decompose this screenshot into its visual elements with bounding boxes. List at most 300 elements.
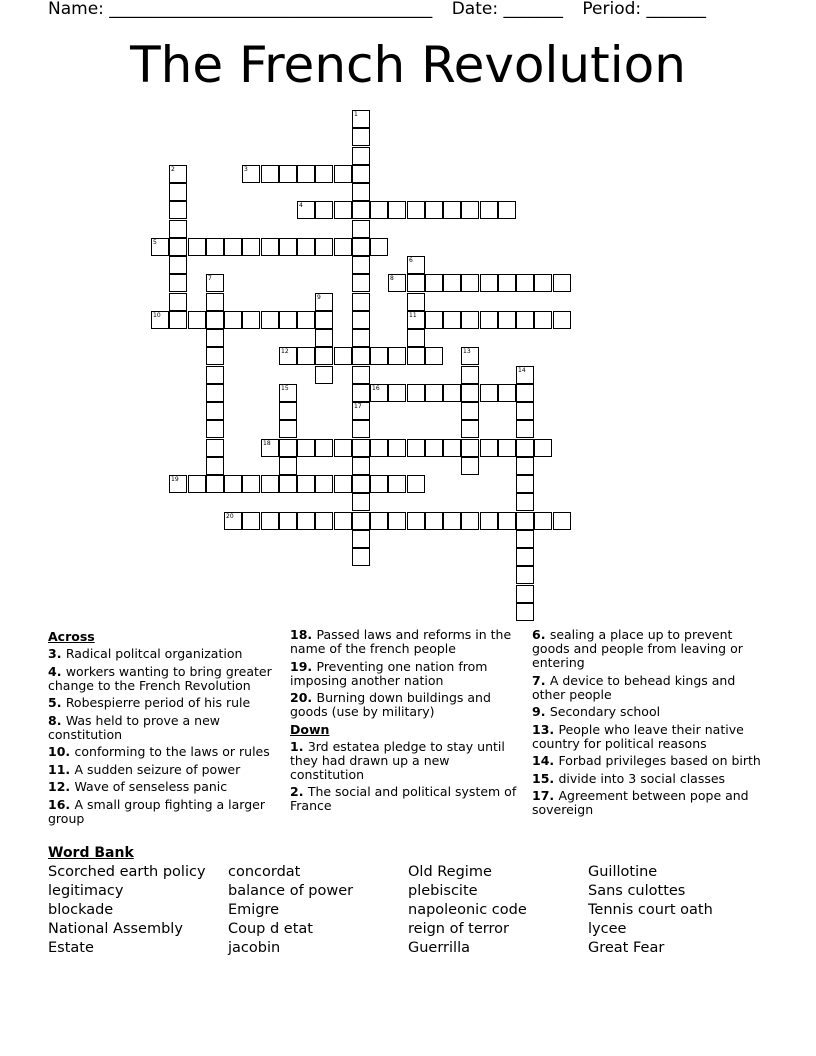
crossword-cell[interactable]: [352, 493, 370, 511]
crossword-cell[interactable]: [297, 475, 315, 493]
clue-number: 14: [518, 367, 526, 374]
crossword-cell[interactable]: [242, 475, 260, 493]
crossword-cell[interactable]: [516, 384, 534, 402]
crossword-cell[interactable]: [461, 201, 479, 219]
crossword-cell[interactable]: [516, 311, 534, 329]
clue-number-label: 20.: [290, 690, 317, 705]
clue-number: 1: [354, 111, 358, 118]
crossword-cell[interactable]: [498, 201, 516, 219]
crossword-cell[interactable]: [151, 311, 169, 329]
crossword-cell[interactable]: [352, 256, 370, 274]
clue-text: sealing a place up to prevent goods and people from leaving or entering: [532, 627, 743, 670]
crossword-cell[interactable]: [315, 512, 333, 530]
crossword-cell[interactable]: [425, 201, 443, 219]
crossword-cell[interactable]: [315, 165, 333, 183]
crossword-cell[interactable]: [516, 566, 534, 584]
crossword-cell[interactable]: [352, 366, 370, 384]
crossword-cell[interactable]: [352, 530, 370, 548]
crossword-cell[interactable]: [206, 439, 224, 457]
word-bank-item: Guillotine: [588, 864, 658, 880]
crossword-cell[interactable]: [553, 512, 571, 530]
across-clue: [48, 714, 280, 742]
crossword-cell[interactable]: [352, 220, 370, 238]
crossword-cell[interactable]: [169, 293, 187, 311]
word-bank-item: National Assembly: [48, 921, 183, 937]
crossword-cell[interactable]: [334, 439, 352, 457]
page-title: The French Revolution: [130, 36, 686, 94]
crossword-cell[interactable]: [334, 347, 352, 365]
clue-number-label: 11.: [48, 761, 75, 777]
crossword-cell[interactable]: [425, 347, 443, 365]
clue-number-label: 16.: [48, 796, 75, 812]
crossword-cell[interactable]: [352, 548, 370, 566]
clue-text: divide into 3 social classes: [558, 770, 726, 786]
crossword-cell[interactable]: [407, 274, 425, 292]
crossword-cell[interactable]: [315, 293, 333, 311]
clue-number: 19: [171, 476, 179, 483]
word-bank-heading: Word Bank: [48, 845, 134, 861]
crossword-cell[interactable]: [498, 439, 516, 457]
crossword-cell[interactable]: [352, 420, 370, 438]
clue-number-label: 9.: [532, 704, 550, 719]
crossword-cell[interactable]: [242, 165, 260, 183]
crossword-cell[interactable]: [498, 384, 516, 402]
crossword-cell[interactable]: [516, 603, 534, 621]
crossword-cell[interactable]: [352, 311, 370, 329]
down-clue: [532, 772, 768, 786]
clue-number-label: 17.: [532, 788, 559, 803]
crossword-cell[interactable]: [261, 238, 279, 256]
word-bank-item: Guerrilla: [408, 940, 470, 956]
word-bank-item: napoleonic code: [408, 902, 527, 918]
crossword-cell[interactable]: [461, 402, 479, 420]
crossword-cell[interactable]: [279, 347, 297, 365]
crossword-cell[interactable]: [151, 238, 169, 256]
down-clue: [290, 785, 522, 813]
word-bank-item: Sans culottes: [588, 883, 686, 899]
crossword-cell[interactable]: [188, 475, 206, 493]
word-bank-item: blockade: [48, 902, 114, 918]
clue-text: A small group fighting a larger group: [48, 796, 265, 826]
crossword-cell[interactable]: [352, 165, 370, 183]
clue-text: Robespierre period of his rule: [65, 695, 251, 710]
crossword-cell[interactable]: [370, 238, 388, 256]
word-bank-item: Great Fear: [588, 940, 665, 956]
crossword-cell[interactable]: [480, 311, 498, 329]
clue-text: Forbad privileges based on birth: [558, 753, 761, 768]
crossword-cell[interactable]: [425, 512, 443, 530]
crossword-cell[interactable]: [480, 274, 498, 292]
crossword-cell[interactable]: [553, 311, 571, 329]
crossword-cell[interactable]: [388, 475, 406, 493]
crossword-cell[interactable]: [279, 439, 297, 457]
crossword-cell[interactable]: [461, 439, 479, 457]
crossword-cell[interactable]: [352, 274, 370, 292]
crossword-cell[interactable]: [279, 475, 297, 493]
crossword-cell[interactable]: [315, 366, 333, 384]
crossword-cell[interactable]: [334, 165, 352, 183]
word-bank-item: plebiscite: [408, 883, 478, 899]
crossword-cell[interactable]: [352, 439, 370, 457]
crossword-cell[interactable]: [169, 311, 187, 329]
crossword-cell[interactable]: [388, 512, 406, 530]
down-clue: [532, 674, 768, 702]
crossword-cell[interactable]: [169, 165, 187, 183]
crossword-cell[interactable]: [516, 457, 534, 475]
down-clue: [532, 628, 768, 670]
word-bank-item: Scorched earth policy: [48, 864, 206, 880]
clue-text: The social and political system of France: [290, 784, 517, 813]
crossword-cell[interactable]: [206, 475, 224, 493]
crossword-cell[interactable]: [169, 256, 187, 274]
crossword-cell[interactable]: [443, 439, 461, 457]
crossword-cell[interactable]: [516, 512, 534, 530]
crossword-cell[interactable]: [388, 347, 406, 365]
crossword-cell[interactable]: [425, 384, 443, 402]
crossword-cell[interactable]: [279, 311, 297, 329]
crossword-cell[interactable]: [407, 439, 425, 457]
crossword-cell[interactable]: [352, 384, 370, 402]
crossword-cell[interactable]: [370, 347, 388, 365]
crossword-cell[interactable]: [480, 384, 498, 402]
crossword-cell[interactable]: [388, 201, 406, 219]
crossword-cell[interactable]: [206, 402, 224, 420]
crossword-cell[interactable]: [516, 493, 534, 511]
crossword-cell[interactable]: [534, 439, 552, 457]
crossword-cell[interactable]: [352, 457, 370, 475]
crossword-cell[interactable]: [206, 293, 224, 311]
date-field-label[interactable]: Date: _______: [451, 0, 563, 19]
clue-text: People who leave their native country for political reasons: [532, 721, 744, 751]
crossword-cell[interactable]: [480, 201, 498, 219]
crossword-cell[interactable]: [315, 439, 333, 457]
crossword-cell[interactable]: [516, 420, 534, 438]
crossword-cell[interactable]: [206, 347, 224, 365]
word-bank-item: reign of terror: [408, 921, 509, 937]
crossword-cell[interactable]: [352, 238, 370, 256]
name-field-label[interactable]: Name: ______________________________________: [48, 0, 433, 19]
crossword-cell[interactable]: [461, 311, 479, 329]
clue-number: 3: [244, 166, 248, 173]
crossword-cell[interactable]: [206, 329, 224, 347]
across-clue: [48, 745, 280, 759]
crossword-cell[interactable]: [261, 311, 279, 329]
crossword-cell[interactable]: [534, 512, 552, 530]
across-clues-column-1: [48, 628, 280, 829]
crossword-cell[interactable]: [352, 183, 370, 201]
clue-number-label: 4.: [48, 663, 66, 679]
crossword-cell[interactable]: [188, 311, 206, 329]
across-clue: [290, 660, 522, 688]
crossword-cell[interactable]: [206, 366, 224, 384]
crossword-cell[interactable]: [480, 439, 498, 457]
across-clue: [290, 691, 522, 719]
crossword-cell[interactable]: [516, 402, 534, 420]
clue-text: Wave of senseless panic: [74, 779, 228, 794]
crossword-cell[interactable]: [261, 475, 279, 493]
crossword-cell[interactable]: [334, 201, 352, 219]
crossword-cell[interactable]: [169, 274, 187, 292]
across-clue: [48, 763, 280, 777]
clues-column-2: [290, 628, 522, 817]
crossword-cell[interactable]: [534, 274, 552, 292]
crossword-cell[interactable]: [516, 439, 534, 457]
clue-number: 16: [372, 385, 380, 392]
word-bank-item: Old Regime: [408, 864, 492, 880]
clue-number: 2: [171, 166, 175, 173]
crossword-cell[interactable]: [407, 256, 425, 274]
crossword-cell[interactable]: [498, 274, 516, 292]
crossword-cell[interactable]: [242, 512, 260, 530]
crossword-cell[interactable]: [461, 457, 479, 475]
crossword-cell[interactable]: [498, 311, 516, 329]
clue-number-label: 5.: [48, 695, 66, 710]
clue-number: 5: [153, 239, 157, 246]
word-bank-item: concordat: [228, 864, 301, 880]
crossword-cell[interactable]: [443, 512, 461, 530]
crossword-cell[interactable]: [297, 512, 315, 530]
period-field-label[interactable]: Period: _______: [582, 0, 707, 19]
crossword-cell[interactable]: [224, 238, 242, 256]
across-clue-list: [48, 647, 280, 826]
down-clue: [532, 723, 768, 751]
crossword-cell[interactable]: [425, 439, 443, 457]
clue-number: 11: [409, 312, 417, 319]
across-clue: [48, 780, 280, 794]
crossword-cell[interactable]: [352, 293, 370, 311]
down-clue-list-continued: [532, 628, 768, 817]
crossword-cell[interactable]: [334, 512, 352, 530]
word-bank-item: Emigre: [228, 902, 280, 918]
crossword-cell[interactable]: [297, 439, 315, 457]
crossword-cell[interactable]: [388, 274, 406, 292]
crossword-cell[interactable]: [261, 512, 279, 530]
clue-number-label: 7.: [532, 672, 550, 688]
clue-text: conforming to the laws or rules: [74, 744, 270, 759]
crossword-cell[interactable]: [169, 475, 187, 493]
crossword-cell[interactable]: [206, 457, 224, 475]
crossword-cell[interactable]: [279, 420, 297, 438]
crossword-cell[interactable]: [443, 311, 461, 329]
crossword-cell[interactable]: [206, 384, 224, 402]
crossword-cell[interactable]: [242, 311, 260, 329]
crossword-cell[interactable]: [297, 238, 315, 256]
crossword-cell[interactable]: [279, 238, 297, 256]
crossword-cell[interactable]: [315, 347, 333, 365]
clue-text: Radical politcal organization: [65, 646, 243, 661]
crossword-cell[interactable]: [352, 475, 370, 493]
crossword-cell[interactable]: [516, 366, 534, 384]
word-bank: [48, 863, 788, 958]
crossword-cell[interactable]: [461, 512, 479, 530]
crossword-cell[interactable]: [242, 238, 260, 256]
crossword-cell[interactable]: [352, 512, 370, 530]
clue-text: Secondary school: [549, 704, 661, 719]
crossword-cell[interactable]: [315, 311, 333, 329]
crossword-cell[interactable]: [407, 347, 425, 365]
crossword-cell[interactable]: [352, 329, 370, 347]
crossword-cell[interactable]: [169, 201, 187, 219]
crossword-cell[interactable]: [425, 311, 443, 329]
down-clue: [532, 705, 768, 719]
crossword-cell[interactable]: [334, 475, 352, 493]
clue-number: 8: [390, 275, 394, 282]
crossword-cell[interactable]: [370, 384, 388, 402]
word-bank-item: Coup d etat: [228, 921, 313, 937]
crossword-cell[interactable]: [352, 110, 370, 128]
across-clue: [48, 696, 280, 710]
crossword-cell[interactable]: [334, 238, 352, 256]
word-bank-item: lycee: [588, 921, 627, 937]
clue-number-label: 12.: [48, 779, 75, 794]
clue-text: Preventing one nation from imposing another nation: [290, 658, 488, 688]
word-bank-item: Tennis court oath: [588, 902, 713, 918]
crossword-cell[interactable]: [279, 457, 297, 475]
crossword-cell[interactable]: [407, 329, 425, 347]
word-bank-item: legitimacy: [48, 883, 124, 899]
crossword-cell[interactable]: [352, 347, 370, 365]
clue-number: 13: [463, 348, 471, 355]
down-clue: [290, 740, 522, 782]
crossword-cell[interactable]: [261, 165, 279, 183]
crossword-cell[interactable]: [480, 512, 498, 530]
crossword-cell[interactable]: [407, 201, 425, 219]
across-clue: [290, 628, 522, 656]
crossword-cell[interactable]: [297, 311, 315, 329]
crossword-cell[interactable]: [352, 201, 370, 219]
crossword-cell[interactable]: [443, 274, 461, 292]
crossword-cell[interactable]: [224, 311, 242, 329]
crossword-cell[interactable]: [297, 201, 315, 219]
crossword-cell[interactable]: [443, 384, 461, 402]
clue-number-label: 1.: [290, 738, 308, 754]
crossword-cell[interactable]: [279, 165, 297, 183]
crossword-cell[interactable]: [279, 512, 297, 530]
crossword-cell[interactable]: [407, 311, 425, 329]
crossword-cell[interactable]: [370, 512, 388, 530]
crossword-cell[interactable]: [315, 238, 333, 256]
crossword-cell[interactable]: [206, 311, 224, 329]
clue-number-label: 13.: [532, 721, 559, 737]
clue-text: 3rd estatea pledge to stay until they had drawn up a new constitution: [290, 738, 505, 782]
crossword-cell[interactable]: [516, 530, 534, 548]
crossword-cell[interactable]: [425, 274, 443, 292]
word-bank-item: balance of power: [228, 883, 354, 899]
clue-number-label: 15.: [532, 770, 559, 786]
crossword-cell[interactable]: [370, 201, 388, 219]
crossword-cell[interactable]: [407, 512, 425, 530]
crossword-cell[interactable]: [388, 439, 406, 457]
clue-number-label: 2.: [290, 784, 308, 799]
clue-number-label: 6.: [532, 627, 550, 642]
crossword-cell[interactable]: [516, 548, 534, 566]
crossword-cell[interactable]: [352, 128, 370, 146]
word-bank-item: jacobin: [228, 940, 281, 956]
crossword-cell[interactable]: [206, 274, 224, 292]
clue-number: 18: [263, 440, 271, 447]
clue-number-label: 10.: [48, 744, 75, 759]
crossword-cell[interactable]: [315, 475, 333, 493]
crossword-cell[interactable]: [461, 384, 479, 402]
crossword-cell[interactable]: [370, 475, 388, 493]
crossword-cell[interactable]: [206, 238, 224, 256]
crossword-cell[interactable]: [407, 475, 425, 493]
across-clue-list-continued: [290, 628, 522, 719]
clue-number: 20: [226, 513, 234, 520]
crossword-cell[interactable]: [224, 475, 242, 493]
crossword-cell[interactable]: [297, 347, 315, 365]
clue-text: A sudden seizure of power: [74, 761, 241, 777]
crossword-cell[interactable]: [461, 366, 479, 384]
crossword-cell[interactable]: [534, 311, 552, 329]
crossword-cell[interactable]: [352, 147, 370, 165]
clue-number: 6: [409, 257, 413, 264]
clue-number-label: 8.: [48, 712, 66, 728]
crossword-cell[interactable]: [388, 384, 406, 402]
crossword-cell[interactable]: [279, 402, 297, 420]
crossword-cell[interactable]: [443, 201, 461, 219]
crossword-cell[interactable]: [407, 384, 425, 402]
clue-text: Agreement between pope and sovereign: [532, 788, 749, 817]
crossword-cell[interactable]: [498, 512, 516, 530]
clue-number: 12: [281, 348, 289, 355]
clue-text: workers wanting to bring greater change to the French Revolution: [48, 663, 272, 693]
crossword-cell[interactable]: [352, 402, 370, 420]
crossword-cell[interactable]: [206, 420, 224, 438]
down-clue: [532, 754, 768, 768]
clue-text: Burning down buildings and goods (use by military): [290, 690, 491, 719]
clue-number-label: 3.: [48, 646, 66, 661]
down-heading: Down: [290, 721, 330, 737]
clue-text: Was held to prove a new constitution: [48, 712, 221, 742]
crossword-cell[interactable]: [261, 439, 279, 457]
crossword-cell[interactable]: [297, 165, 315, 183]
clue-number-label: 18.: [290, 627, 317, 642]
crossword-cell[interactable]: [461, 420, 479, 438]
crossword-cell[interactable]: [315, 329, 333, 347]
crossword-cell[interactable]: [169, 220, 187, 238]
across-heading: Across: [48, 629, 95, 644]
crossword-cell[interactable]: [461, 274, 479, 292]
crossword-cell[interactable]: [224, 512, 242, 530]
down-clues-column-3: [532, 628, 768, 821]
clue-text: Passed laws and reforms in the name of the french people: [290, 627, 512, 656]
down-clue: [532, 789, 768, 817]
crossword-cell[interactable]: [169, 238, 187, 256]
crossword-cell[interactable]: [279, 384, 297, 402]
crossword-cell[interactable]: [516, 585, 534, 603]
crossword-cell[interactable]: [516, 475, 534, 493]
crossword-cell[interactable]: [188, 238, 206, 256]
clue-number: 17: [354, 403, 362, 410]
across-clue: [48, 665, 280, 693]
clue-number: 15: [281, 385, 289, 392]
crossword-cell[interactable]: [553, 274, 571, 292]
crossword-cell[interactable]: [315, 201, 333, 219]
clue-number-label: 19.: [290, 658, 317, 674]
word-bank-item: Estate: [48, 940, 94, 956]
crossword-cell[interactable]: [407, 293, 425, 311]
across-clue: [48, 647, 280, 661]
clue-number: 9: [317, 294, 321, 301]
clue-text: A device to behead kings and other people: [532, 672, 736, 702]
crossword-cell[interactable]: [370, 439, 388, 457]
crossword-cell[interactable]: [461, 347, 479, 365]
crossword-cell[interactable]: [516, 274, 534, 292]
crossword-cell[interactable]: [169, 183, 187, 201]
clue-number: 4: [299, 202, 303, 209]
clue-number-label: 14.: [532, 753, 559, 768]
